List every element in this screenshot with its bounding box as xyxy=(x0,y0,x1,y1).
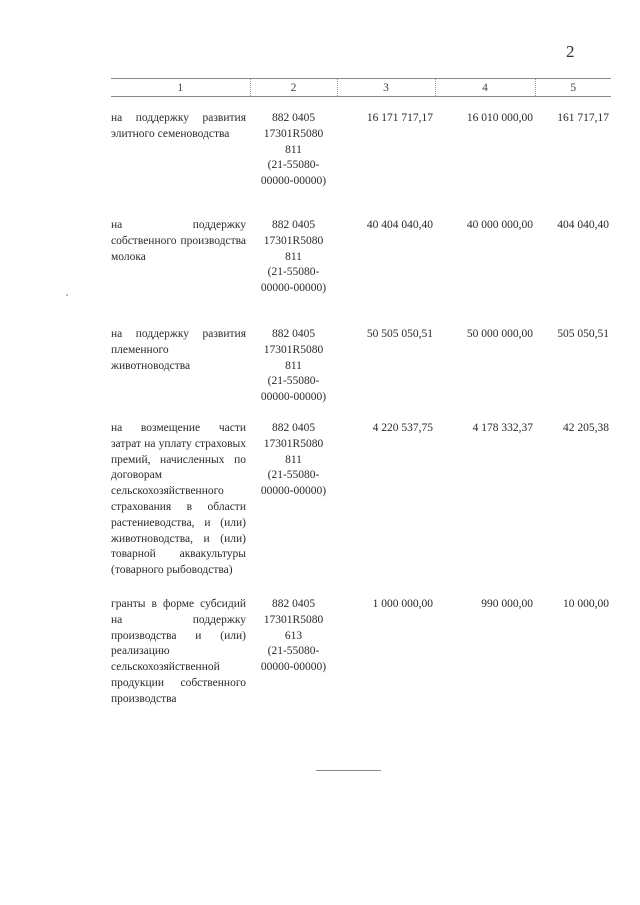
table-spacer xyxy=(111,97,611,112)
table-row xyxy=(111,327,611,406)
row-description: на поддержку развития элитного семеноводства xyxy=(111,112,246,140)
budget-code-line: 00000-00000) xyxy=(260,391,327,404)
budget-code-line: 17301R5080 xyxy=(263,613,324,626)
budget-code-line: (21-55080- xyxy=(267,469,320,482)
row-amount-col3: 1 000 000,00 xyxy=(372,597,433,610)
row-amount-col5: 10 000,00 xyxy=(563,597,609,610)
row-amount-col5: 42 205,38 xyxy=(563,421,609,434)
scan-mark xyxy=(66,294,68,296)
budget-code-line: 613 xyxy=(284,629,303,642)
header-col-4: 4 xyxy=(435,79,535,97)
row-amount-col5: 505 050,51 xyxy=(557,327,609,340)
table-body xyxy=(111,97,611,708)
row-amount-col3: 16 171 717,17 xyxy=(366,112,433,124)
row-amount-col5: 404 040,40 xyxy=(557,218,609,231)
table-spacer xyxy=(111,406,611,421)
row-amount-col3: 50 505 050,51 xyxy=(366,327,433,340)
table-spacer xyxy=(111,190,611,218)
budget-code-line: 17301R5080 xyxy=(263,234,324,247)
budget-code-line: 882 0405 xyxy=(271,327,316,340)
header-col-2: 2 xyxy=(250,79,337,97)
row-budget-code xyxy=(250,218,337,297)
table-spacer xyxy=(111,579,611,597)
budget-code-line: 882 0405 xyxy=(271,218,316,231)
row-description: на поддержку собственного производства молока xyxy=(111,218,246,263)
row-description: на поддержку развития племенного животноводства xyxy=(111,327,246,372)
table-spacer xyxy=(111,297,611,327)
header-col-3: 3 xyxy=(337,79,435,97)
table-row xyxy=(111,218,611,297)
row-budget-code xyxy=(250,597,337,708)
row-amount-col4: 990 000,00 xyxy=(481,597,533,610)
row-amount-col3: 40 404 040,40 xyxy=(366,218,433,231)
budget-code-line: 811 xyxy=(285,250,302,263)
budget-code-line: (21-55080- xyxy=(267,645,320,658)
row-amount-col4: 16 010 000,00 xyxy=(466,112,533,124)
budget-code-line: 00000-00000) xyxy=(260,485,327,498)
table-header-row xyxy=(111,79,611,97)
row-amount-col4: 40 000 000,00 xyxy=(466,218,533,231)
budget-code-line: (21-55080- xyxy=(267,266,320,279)
row-amount-col4: 4 178 332,37 xyxy=(472,421,533,434)
row-amount-col3: 4 220 537,75 xyxy=(372,421,433,434)
budget-code-line: 17301R5080 xyxy=(263,343,324,356)
budget-code-line: 17301R5080 xyxy=(263,127,324,140)
row-budget-code xyxy=(250,327,337,406)
row-description: гранты в форме субсидий на поддержку производства и (или) реализацию сельскохозяйственной продукции собственного производства xyxy=(111,597,246,705)
budget-code-line: 811 xyxy=(285,453,302,466)
footer-divider xyxy=(316,770,381,771)
budget-code-line: 00000-00000) xyxy=(260,661,327,674)
row-amount-col4: 50 000 000,00 xyxy=(466,327,533,340)
budget-code-line: 811 xyxy=(285,143,302,156)
row-description: на возмещение части затрат на уплату страховых премий, начисленных по договорам сельскохозяйственного страхования в области растениеводства, и (или) животноводства, и (или) товарной аквакультуры (товарного рыбоводства) xyxy=(111,421,246,577)
budget-code-line: (21-55080- xyxy=(267,159,320,172)
budget-code-line: 882 0405 xyxy=(271,112,316,124)
budget-code-line: (21-55080- xyxy=(267,375,320,388)
table-row xyxy=(111,597,611,708)
budget-table xyxy=(111,78,611,708)
header-col-1: 1 xyxy=(111,79,250,97)
budget-code-line: 811 xyxy=(285,359,302,372)
row-budget-code xyxy=(250,421,337,579)
row-budget-code xyxy=(250,111,337,190)
page-number: 2 xyxy=(566,42,575,61)
budget-code-line: 00000-00000) xyxy=(260,282,327,295)
row-amount-col5: 161 717,17 xyxy=(557,112,609,124)
header-col-5: 5 xyxy=(535,79,611,97)
budget-code-line: 882 0405 xyxy=(271,597,316,610)
table-row xyxy=(111,421,611,579)
budget-code-line: 882 0405 xyxy=(271,421,316,434)
budget-code-line: 00000-00000) xyxy=(260,175,327,188)
budget-code-line: 17301R5080 xyxy=(263,437,324,450)
table-row xyxy=(111,111,611,190)
